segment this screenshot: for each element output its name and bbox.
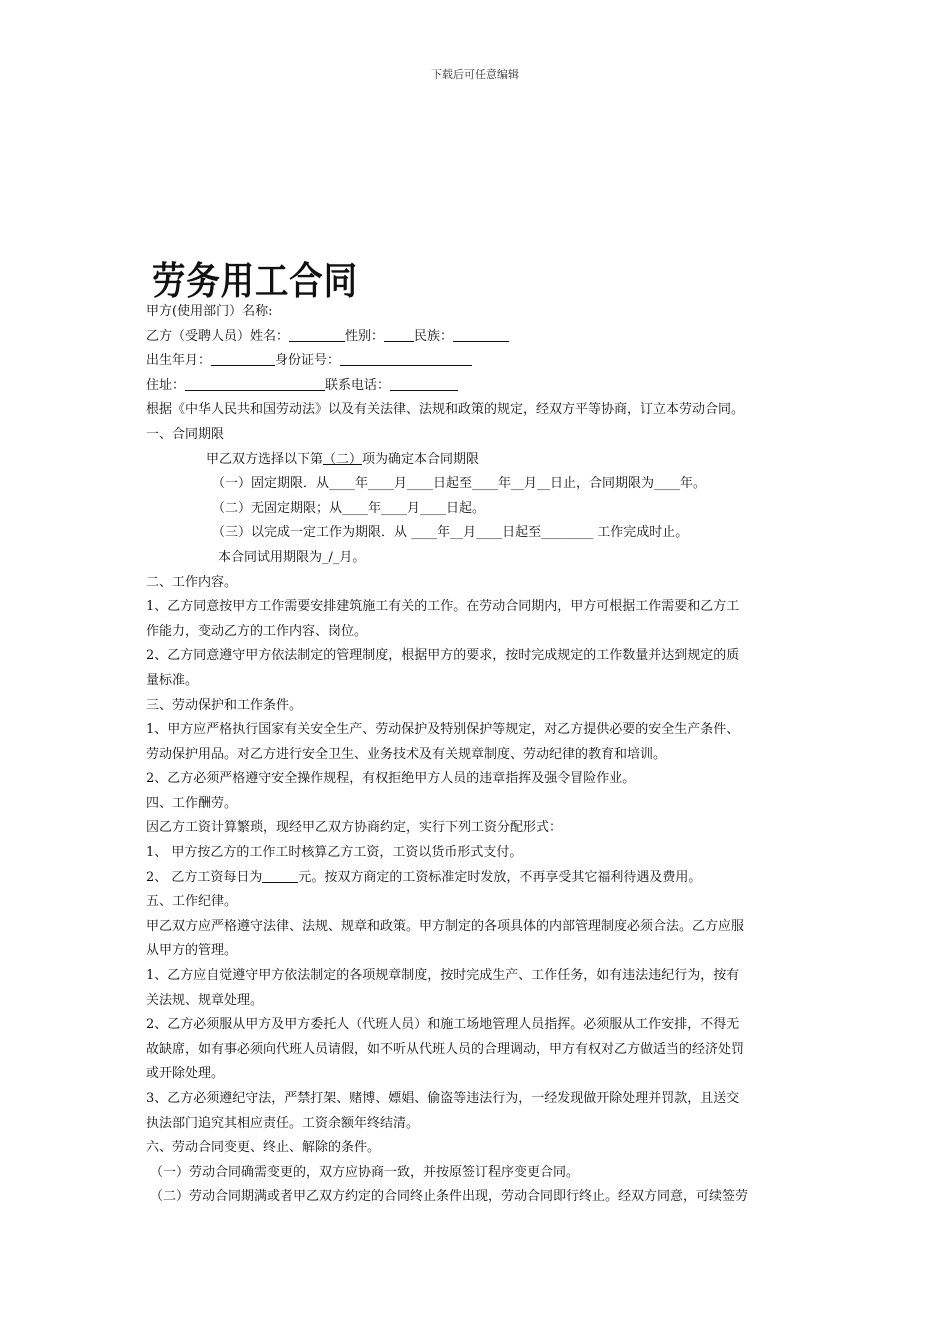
contract-body [146,300,806,1210]
section-5-p2a: 2、乙方必须服从甲方及甲方委托人（代班人员）和施工场地管理人员指挥。必须服从工作安排，不得无 [146,1017,740,1033]
term-choice-suffix: 项为确定本合同期限 [362,451,480,467]
section-3-p1b: 劳动保护用品。对乙方进行安全卫生、业务技术及有关规章制度、劳动纪律的教育和培训。 [146,746,667,762]
name-blank[interactable] [289,326,345,342]
section-2-p1b: 作能力，变动乙方的工作内容、岗位。 [146,623,368,639]
phone-blank[interactable] [390,375,458,391]
section-5-p2b: 故缺席，如有事必须向代班人员请假，如不听从代班人员的合理调动，甲方有权对乙方做适当的经济处罚 [146,1041,745,1057]
document-title: 劳务用工合同 [152,259,358,303]
address-label: 住址： [146,377,186,393]
section-4-p2 [146,866,806,891]
section-4-p1: 1、 甲方按乙方的工作工时核算乙方工资，工资以货币形式支付。 [146,845,523,861]
address-line [146,374,806,399]
gender-label: 性别： [345,328,385,344]
party-a-label: 甲方(使用部门）名称: [146,304,273,319]
section-4-heading: 四、工作酬劳。 [146,795,238,811]
section-5-intro-a: 甲乙双方应严格遵守法律、法规、规章和政策。甲方制定的各项具体的内部管理制度必须合法。乙方应服 [146,918,745,934]
section-5-p2c: 或开除处理。 [146,1066,225,1082]
section-4-intro: 因乙方工资计算繁琐，现经甲乙双方协商约定，实行下列工资分配形式： [146,820,563,836]
section-2-p2b: 量标准。 [146,672,199,688]
party-b-line [146,325,806,350]
id-blank[interactable] [340,350,472,366]
intro-paragraph: 根据《中华人民共和国劳动法》以及有关法律、法规和政策的规定，经双方平等协商，订立本劳动合同。 [146,402,745,418]
daily-wage-suffix: 元。按双方商定的工资标准定时发放，不再享受其它福利待遇及费用。 [298,869,702,885]
ethnicity-blank[interactable] [453,326,509,342]
section-3-heading: 三、劳动保护和工作条件。 [146,697,303,713]
term-choice-prefix: 甲乙双方选择以下第 [206,451,324,467]
section-6-heading: 六、劳动合同变更、终止、解除的条件。 [146,1140,381,1156]
section-5-p3b: 执法部门追究其相应责任。工资余额年终结清。 [146,1115,420,1131]
party-a-line [146,300,806,325]
section-2-p2a: 2、乙方同意遵守甲方依法制定的管理制度，根据甲方的要求，按时完成规定的工作数量并达到规定的质 [146,648,740,664]
address-blank[interactable] [185,375,325,391]
id-label: 身份证号： [275,353,341,369]
section-6-p2: （二）劳动合同期满或者甲乙双方约定的合同终止条件出现，劳动合同即行终止。经双方同意，可续签劳 [150,1189,749,1205]
birth-blank[interactable] [211,350,275,366]
probation-line [146,546,806,571]
section-3-p2: 2、乙方必须严格遵守安全操作规程，有权拒绝甲方人员的违章指挥及强令冒险作业。 [146,771,636,787]
section-5-p3a: 3、乙方必须遵纪守法，严禁打架、赌博、嫖娼、偷盗等违法行为，一经发现做开除处理并罚款，且送交 [146,1091,740,1106]
probation-suffix: 月。 [339,549,366,565]
birth-label: 出生年月： [146,353,212,369]
term-option-3: （三）以完成一定工作为期限．从 ____年__月____日起至________ 工作完成时止。 [212,525,689,541]
daily-wage-prefix: 2、 乙方工资每日为 [146,869,263,885]
section-2-p1a: 1、乙方同意按甲方工作需要安排建筑施工有关的工作。在劳动合同期内，甲方可根据工作需要和乙方工 [146,599,740,615]
header-note: 下载后可任意编辑 [431,68,519,81]
section-6-p1: （一）劳动合同确需变更的，双方应协商一致，并按原签订程序变更合同。 [150,1164,580,1180]
section-1-heading: 一、合同期限 [146,426,225,442]
term-choice-line [146,448,806,473]
section-5-p1b: 关法规、规章处理。 [146,992,264,1008]
phone-label: 联系电话： [325,377,391,393]
term-choice-value: （二） [323,451,363,467]
gender-blank[interactable] [384,326,414,342]
birth-line [146,349,806,374]
section-5-p1a: 1、乙方应自觉遵守甲方依法制定的各项规章制度，按时完成生产、工作任务，如有违法违纪行为，按有 [146,968,740,984]
section-3-p1a: 1、甲方应严格执行国家有关安全生产、劳动保护及特别保护等规定，对乙方提供必要的安全生产条件、 [146,722,740,738]
daily-wage-blank[interactable] [262,867,298,883]
probation-value: _/_ [322,549,340,565]
ethnicity-label: 民族： [414,328,454,344]
probation-prefix: 本合同试用期限为 [218,549,323,565]
term-option-1: （一）固定期限．从____年____月____日起至____年__月__日止，合同期限为____年。 [212,476,707,492]
section-5-intro-b: 从甲方的管理。 [146,943,238,959]
section-2-heading: 二、工作内容。 [146,574,238,590]
term-option-2: （二）无固定期限；从____年____月____日起。 [212,500,486,516]
party-b-name-label: 乙方（受聘人员）姓名： [146,328,290,344]
section-5-heading: 五、工作纪律。 [146,894,238,910]
